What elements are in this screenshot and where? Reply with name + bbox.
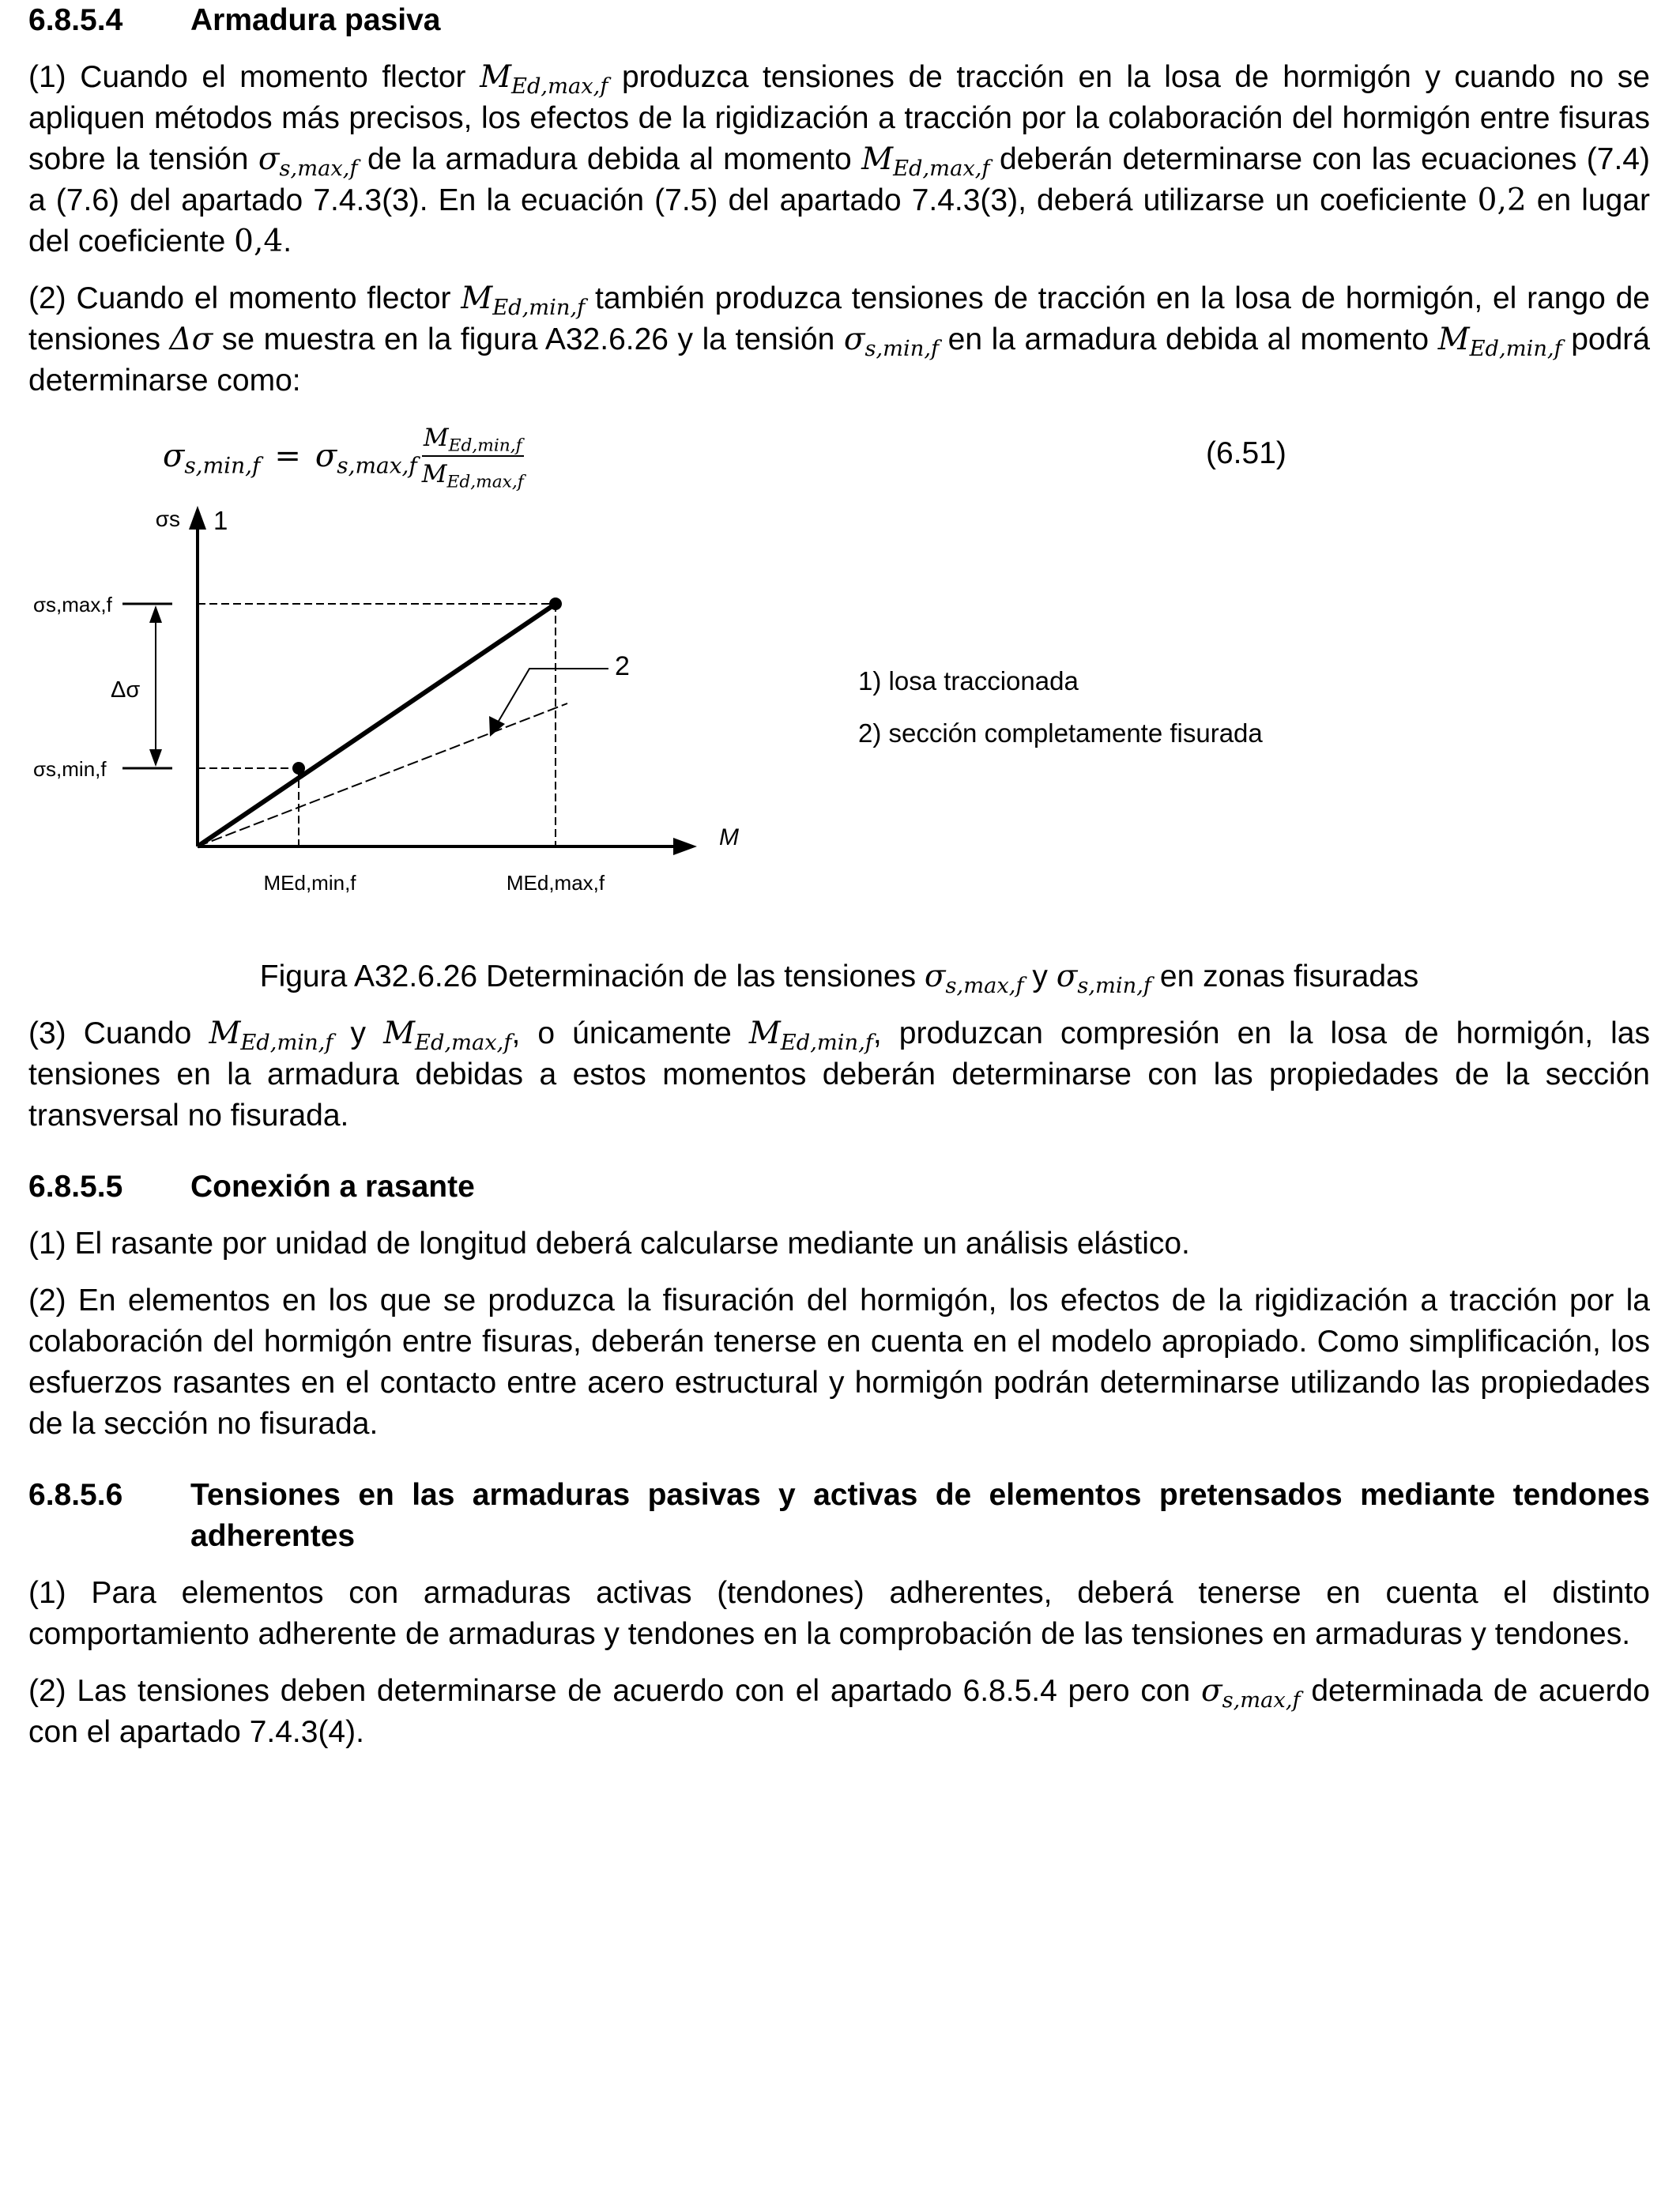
legend-item-1: 1) losa traccionada: [858, 666, 1079, 696]
math-m-ed-min-f: $M_{Ed,min,f}$: [748, 1016, 873, 1056]
math-coefficient: 0,4: [234, 224, 284, 259]
delta-sigma-label: Δσ: [111, 677, 141, 703]
math-sigma-s-max-f: $\sigma_{s,max,f}$: [258, 141, 358, 182]
section-number: 6.8.5.5: [28, 1170, 123, 1204]
m-min-label: MEd,min,f: [263, 871, 356, 895]
figure-a32-6-26: [28, 503, 1650, 953]
paragraph-6854-1: (1) Cuando el momento flector $M_{Ed,max,f}$ produzca tensiones de tracción en la losa de hormigón y cuando no se apliquen métodos más precisos, los efectos de la rigidización a tracción por la colaboración del hormigón entre fisuras sobre la tensión $\sigma_{s,max,f}$ de la armadura debida al momento $M_{Ed,max,f}$ deberán determinarse con las ecuaciones (7.4) a (7.6) del apartado 7.4.3(3). En la ecuación (7.5) del apartado 7.4.3(3), deberá utilizarse un coeficiente 0,2 en lugar del coeficiente 0,4.: [28, 59, 1651, 259]
section-title: Tensiones en las armaduras pasivas y activas de elementos pretensados mediante tendones adherentes: [190, 1478, 1650, 1553]
point-max: [549, 598, 562, 610]
math-sigma-s-min-f: $\sigma_{s,min,f}$: [1056, 959, 1152, 999]
section-heading-6856: [28, 1475, 1650, 1557]
leader-arrow-icon: [489, 716, 505, 737]
equation-body: $\sigma_{s,min,f}$ = $\sigma_{s,max,f}$ $\frac{M_{Ed,min,f}}{M_{Ed,max,f}}$: [163, 409, 524, 503]
paragraph-6854-2: (2) Cuando el momento flector $M_{Ed,min,f}$ también produzca tensiones de tracción en la losa de hormigón, el rango de tensiones Δσ se muestra en la figura A32.6.26 y la tensión $\sigma_{s,min,f}$ en la armadura debida al momento $M_{Ed,min,f}$ podrá determinarse como:: [28, 281, 1650, 398]
legend-item-2: 2) sección completamente fisurada: [858, 718, 1263, 748]
stress-diagram: [0, 503, 790, 953]
math-sigma-s-max-f: $\sigma_{s,max,f}$: [924, 959, 1024, 999]
math-sigma-s-min-f: $\sigma_{s,min,f}$: [843, 322, 940, 362]
math-delta-sigma: Δσ: [169, 322, 213, 357]
x-axis-arrow-icon: [673, 838, 697, 855]
line-fully-cracked: [198, 703, 567, 846]
math-m-ed-max-f: $M_{Ed,max,f}$: [861, 141, 990, 182]
sigma-min-label: σs,min,f: [33, 757, 107, 781]
paragraph-6855-1: (1) El rasante por unidad de longitud deberá calcularse mediante un análisis elástico.: [28, 1227, 1190, 1261]
delta-arrow-up-icon: [149, 605, 162, 623]
figure-caption: Figura A32.6.26 Determinación de las tensiones $\sigma_{s,max,f}$ y $\sigma_{s,min,f}$ en zonas fisuradas: [259, 959, 1419, 999]
section-heading-6855: [28, 1167, 1650, 1208]
m-max-label: MEd,max,f: [506, 871, 605, 895]
document-page: [28, 0, 1650, 1753]
x-axis-label: M: [719, 824, 739, 850]
y-axis-id: 1: [213, 506, 228, 535]
math-m-ed-min-f: $M_{Ed,min,f}$: [209, 1016, 333, 1056]
paragraph-6856-2: (2) Las tensiones deben determinarse de acuerdo con el apartado 6.8.5.4 pero con $\sigma_{s,max,f}$ determinada de acuerdo con el apartado 7.4.3(4).: [28, 1673, 1650, 1749]
equation-number: (6.51): [1206, 436, 1286, 470]
y-axis-label: σs: [155, 507, 180, 531]
math-m-ed-max-f: $M_{Ed,max,f}$: [480, 59, 608, 100]
delta-arrow-down-icon: [149, 749, 162, 767]
section-heading-6854: [28, 0, 1650, 41]
paragraph-6856-1: (1) Para elementos con armaduras activas (tendones) adherentes, deberá tenerse en cuenta el distinto comportamiento adherente de armaduras y tendones en la comprobación de las tensiones en armaduras y tendones.: [28, 1576, 1650, 1651]
equation-6-51: [28, 409, 1650, 503]
section-number: 6.8.5.6: [28, 1478, 123, 1512]
math-m-ed-max-f: $M_{Ed,max,f}$: [383, 1016, 512, 1056]
math-sigma-s-max-f: $\sigma_{s,max,f}$: [1200, 1673, 1301, 1713]
point-min: [292, 762, 305, 775]
section-title: Conexión a rasante: [190, 1170, 475, 1204]
paragraph-6855-2: (2) En elementos en los que se produzca la fisuración del hormigón, los efectos de la rigidización a tracción por la colaboración del hormigón entre fisuras, deberán tenerse en cuenta en el modelo apropiado. Como simplificación, los esfuerzos rasantes en el contacto entre acero estructural y hormigón podrán determinarse utilizando las propiedades de la sección no fisurada.: [28, 1284, 1650, 1441]
math-coefficient: 0,2: [1477, 183, 1527, 218]
sigma-max-label: σs,max,f: [33, 593, 112, 616]
math-m-ed-min-f: $M_{Ed,min,f}$: [1437, 322, 1562, 362]
section-title: Armadura pasiva: [190, 3, 441, 37]
math-m-ed-min-f: $M_{Ed,min,f}$: [461, 281, 586, 321]
paragraph-6854-3: (3) Cuando $M_{Ed,min,f}$ y $M_{Ed,max,f}$, o únicamente $M_{Ed,min,f}$, produzcan compresión en la losa de hormigón, las tensiones en la armadura debidas a estos momentos deberán determinarse con las propiedades de la sección transversal no fisurada.: [28, 1016, 1650, 1133]
y-axis-arrow-icon: [189, 506, 206, 530]
section-number: 6.8.5.4: [28, 3, 123, 37]
equation-fraction: $\frac{M_{Ed,min,f}}{M_{Ed,max,f}}$: [422, 420, 524, 492]
leader-line: [498, 669, 608, 722]
line2-id: 2: [615, 651, 630, 681]
